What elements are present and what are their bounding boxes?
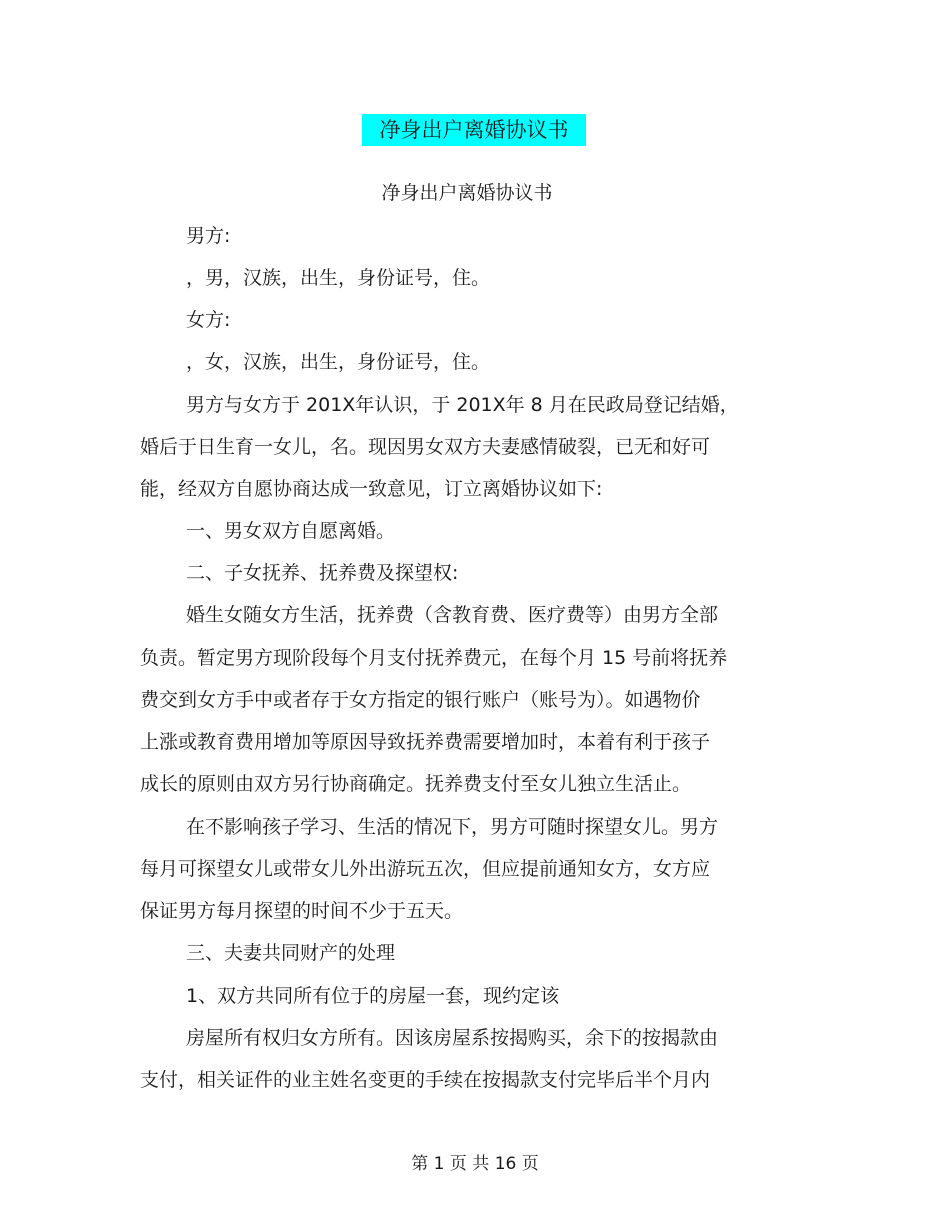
- paragraph-line: 负责。暂定男方现阶段每个月支付抚养费元，在每个月 15 号前将抚养: [140, 647, 728, 669]
- paragraph-line: 三、夫妻共同财产的处理: [186, 942, 396, 964]
- paragraph-line: ，男，汉族，出生，身份证号，住。: [186, 267, 491, 289]
- paragraph-line: 二、子女抚养、抚养费及探望权:: [186, 562, 459, 584]
- paragraph-line: 房屋所有权归女方所有。因该房屋系按揭购买，余下的按揭款由: [186, 1027, 719, 1049]
- paragraph-line: 1、双方共同所有位于的房屋一套，现约定该: [186, 985, 560, 1007]
- paragraph-line: 女方:: [186, 309, 231, 331]
- paragraph-line: 婚生女随女方生活，抚养费（含教育费、医疗费等）由男方全部: [186, 604, 719, 626]
- page-footer: 第 1 页 共 16 页: [411, 1154, 539, 1174]
- paragraph-line: 支付，相关证件的业主姓名变更的手续在按揭款支付完毕后半个月内: [140, 1069, 711, 1091]
- document-subtitle: 净身出户离婚协议书: [381, 182, 553, 204]
- paragraph-line: 男方:: [186, 225, 231, 247]
- paragraph-line: ，女，汉族，出生，身份证号，住。: [186, 351, 491, 373]
- paragraph-line: 一、男女双方自愿离婚。: [186, 520, 396, 542]
- paragraph-line: 能，经双方自愿协商达成一致意见，订立离婚协议如下:: [140, 478, 603, 500]
- document-heading: 净身出户离婚协议书: [362, 114, 586, 146]
- paragraph-line: 婚后于日生育一女儿，名。现因男女双方夫妻感情破裂，已无和好可: [140, 436, 711, 458]
- paragraph-line: 男方与女方于 201X年认识，于 201X年 8 月在民政局登记结婚，: [186, 394, 739, 416]
- paragraph-line: 成长的原则由双方另行协商确定。抚养费支付至女儿独立生活止。: [140, 773, 692, 795]
- paragraph-line: 每月可探望女儿或带女儿外出游玩五次，但应提前通知女方，女方应: [140, 858, 711, 880]
- paragraph-line: 费交到女方手中或者存于女方指定的银行账户（账号为）。如遇物价: [140, 689, 701, 711]
- paragraph-line: 在不影响孩子学习、生活的情况下，男方可随时探望女儿。男方: [186, 816, 719, 838]
- paragraph-line: 保证男方每月探望的时间不少于五天。: [140, 900, 464, 922]
- paragraph-line: 上涨或教育费用增加等原因导致抚养费需要增加时，本着有利于孩子: [140, 731, 711, 753]
